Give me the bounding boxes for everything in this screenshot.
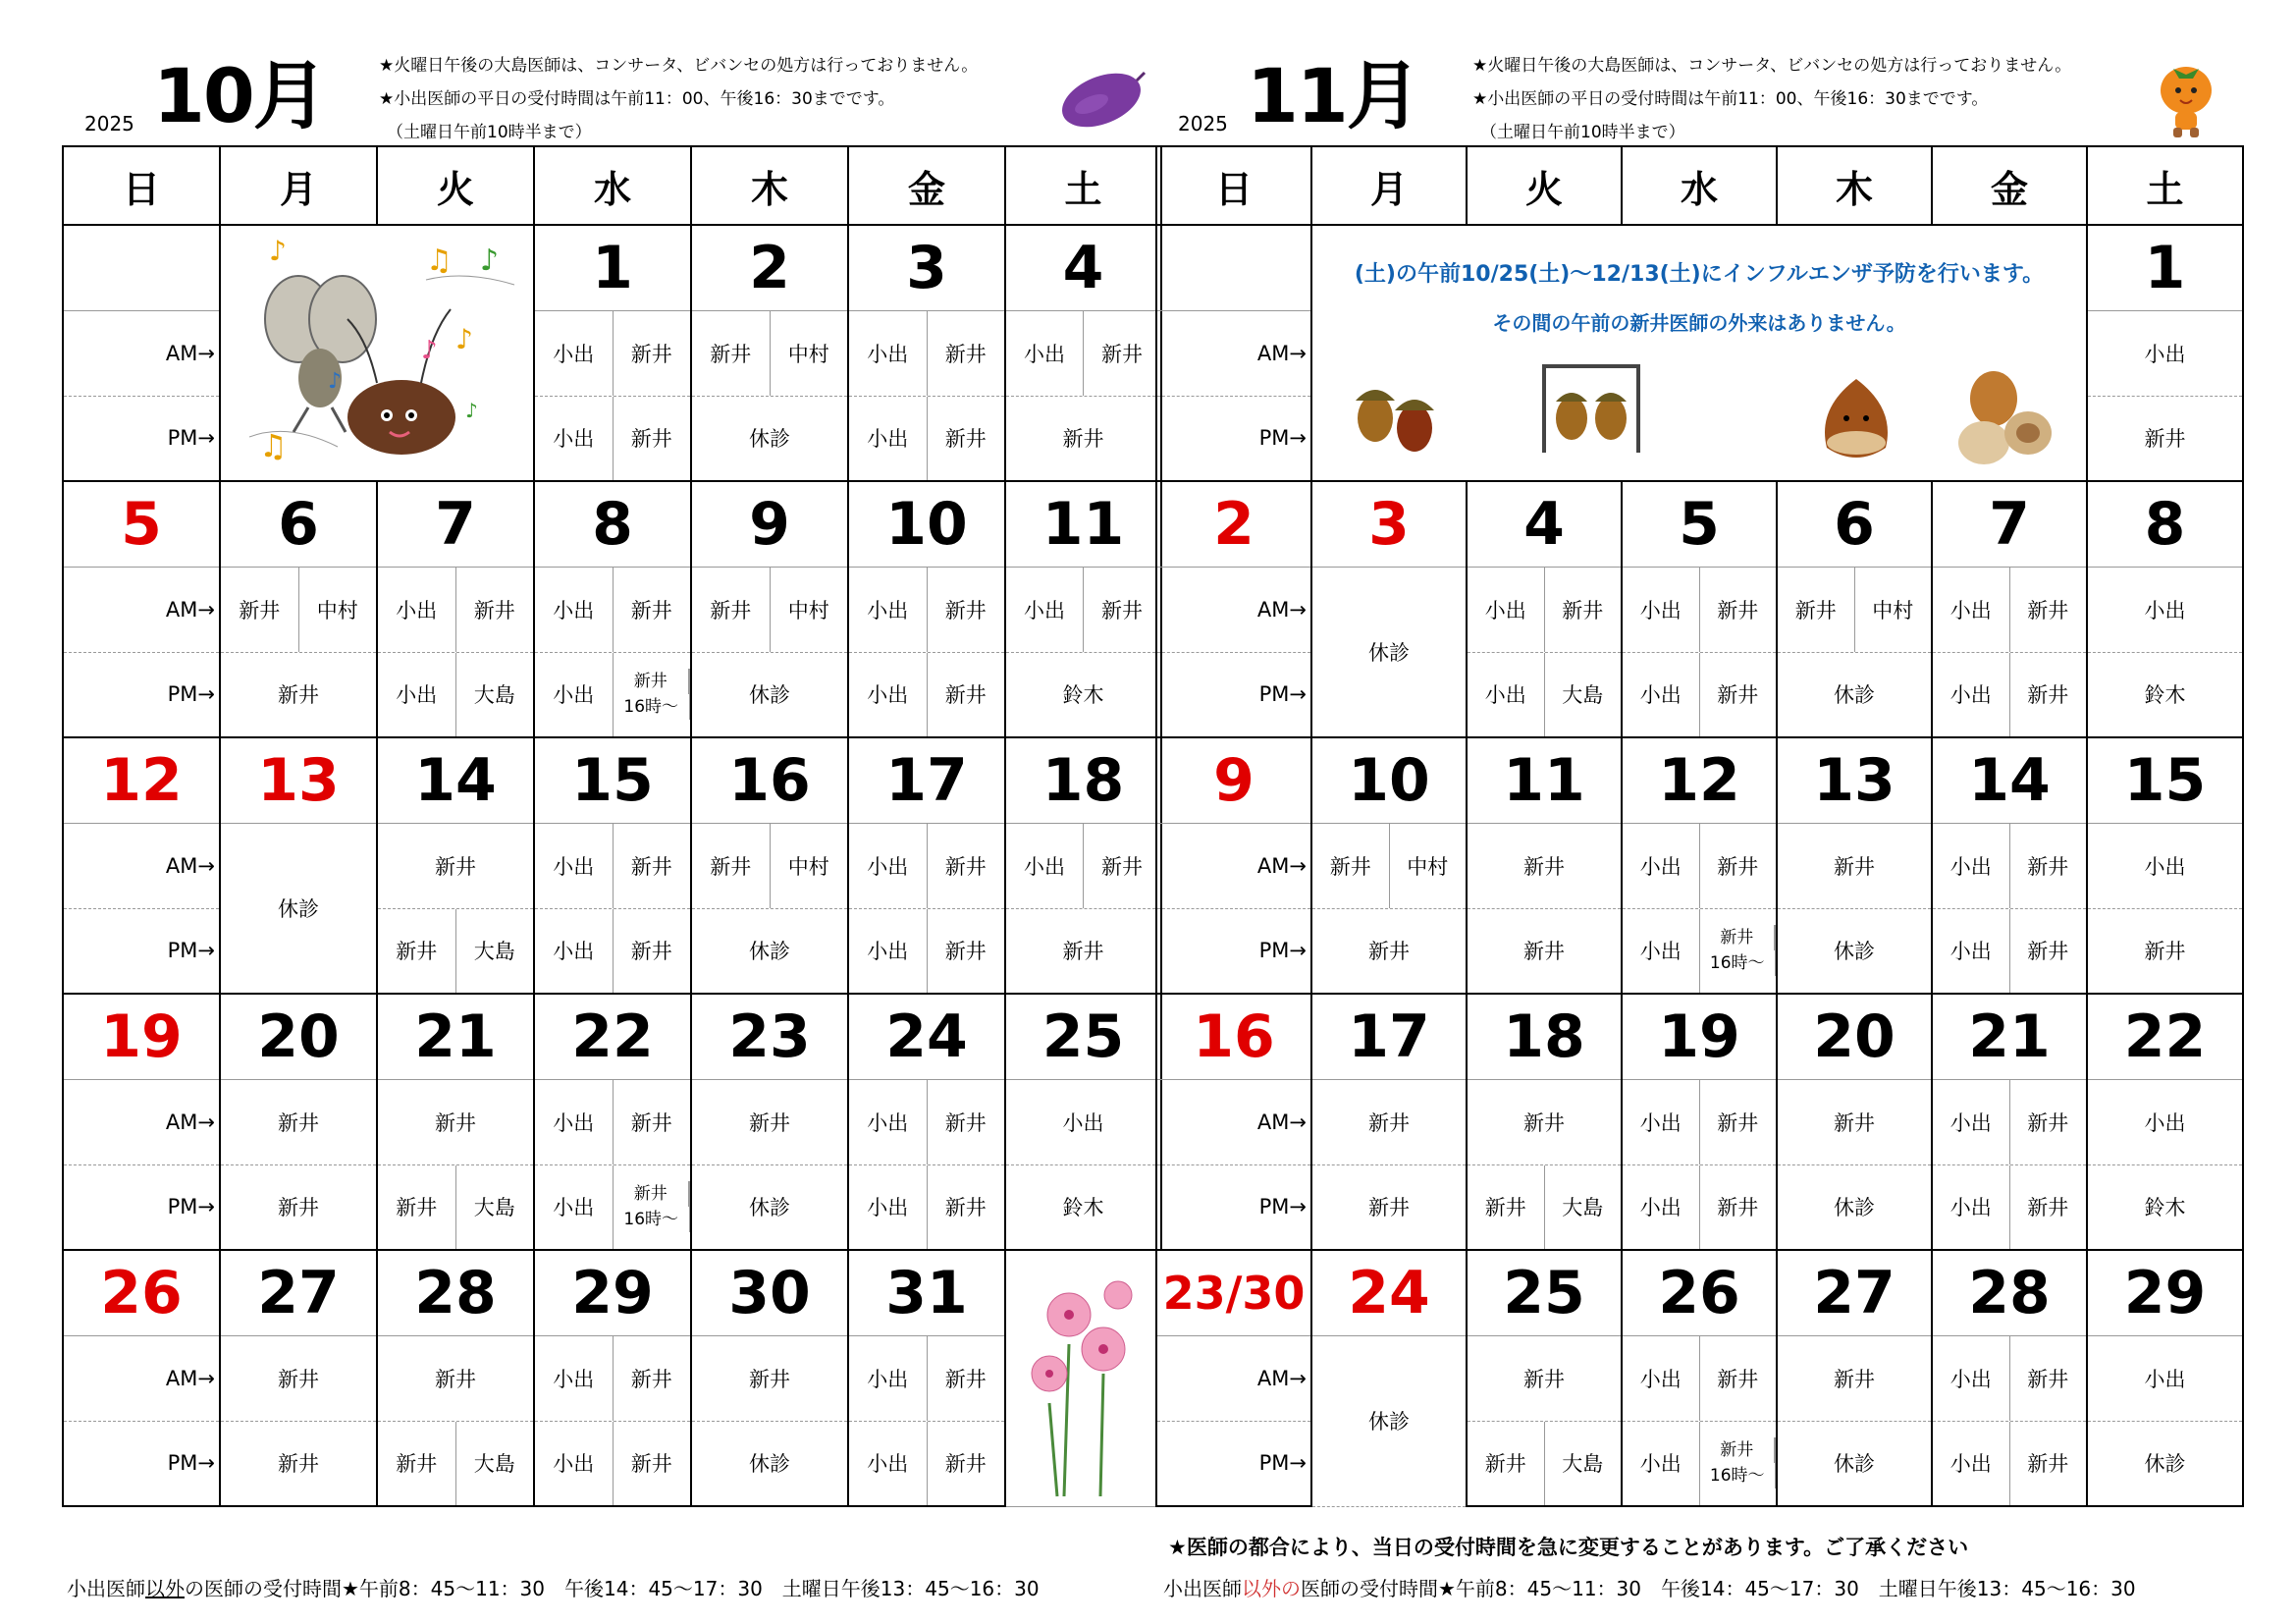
nov-13-am: 新井 [1777, 823, 1932, 908]
influenza-notice [1312, 257, 2086, 336]
svg-text:♪: ♪ [480, 243, 500, 278]
oct-date-29: 29 [534, 1250, 691, 1335]
nov-date-25: 25 [1467, 1250, 1622, 1335]
pm-label: PM→ [1156, 652, 1311, 737]
oct-27-pm: 新井 [220, 1421, 377, 1506]
nov-empty-date [1156, 225, 1311, 310]
nov-10-am: 新井 中村 [1311, 823, 1467, 908]
nov-17-pm: 新井 [1311, 1164, 1467, 1250]
nov-21-am: 小出 新井 [1932, 1079, 2087, 1164]
oct-cricket-illustration-cell [220, 225, 534, 481]
nov-date-24: 24 [1311, 1250, 1467, 1335]
oct-weekday-wed: 水 [534, 146, 691, 225]
am-label: AM→ [63, 310, 220, 396]
nov-18-am: 新井 [1467, 1079, 1622, 1164]
nov-weekday-sat: 土 [2087, 146, 2243, 225]
nov-note-3: （土曜日午前10時半まで） [1480, 123, 1685, 142]
nov-date-5: 5 [1622, 481, 1777, 567]
nov-12-pm: 小出 新井 16時～ [1622, 908, 1777, 994]
nov-11-pm: 新井 [1467, 908, 1622, 994]
nov-date-23-30: 23/30 [1156, 1250, 1311, 1335]
oct-date-30: 30 [691, 1250, 848, 1335]
nov-28-pm: 小出 新井 [1932, 1421, 2087, 1506]
oct-date-10: 10 [848, 481, 1005, 567]
oct-25-am: 小出 [1005, 1079, 1161, 1164]
nov-weekday-tue: 火 [1467, 146, 1622, 225]
nov-3-closed: 休診 [1311, 567, 1467, 737]
oct-date-26: 26 [63, 1250, 220, 1335]
oct-month-title: 10月 [153, 52, 326, 139]
oct-date-11: 11 [1005, 481, 1161, 567]
nov-date-29: 29 [2087, 1250, 2243, 1335]
nov-date-27: 27 [1777, 1250, 1932, 1335]
oct-31-pm: 小出 新井 [848, 1421, 1005, 1506]
oct-date-22: 22 [534, 994, 691, 1079]
oct-date-5: 5 [63, 481, 220, 567]
oct-footer-underline: 以外 [145, 1577, 185, 1600]
nov-date-16: 16 [1156, 994, 1311, 1079]
oct-16-am: 新井 中村 [691, 823, 848, 908]
oct-date-8: 8 [534, 481, 691, 567]
oct-13-closed: 休診 [220, 823, 377, 994]
oct-10-pm: 小出 新井 [848, 652, 1005, 737]
oct-date-20: 20 [220, 994, 377, 1079]
nov-18-pm: 新井 大島 [1467, 1164, 1622, 1250]
pm-label: PM→ [63, 396, 220, 481]
oct-date-16: 16 [691, 737, 848, 823]
nov-year: 2025 [1178, 112, 1228, 135]
am-label: AM→ [1156, 1079, 1311, 1164]
pink-flower-illustration [1010, 1256, 1157, 1501]
nov-date-2: 2 [1156, 481, 1311, 567]
oct-date-12: 12 [63, 737, 220, 823]
pm-label: PM→ [63, 908, 220, 994]
oct-date-3: 3 [848, 225, 1005, 310]
november-calendar [1155, 145, 2244, 1507]
oct-20-pm: 新井 [220, 1164, 377, 1250]
oct-4-am: 小出 新井 [1005, 310, 1161, 396]
nov-21-pm: 小出 新井 [1932, 1164, 2087, 1250]
nov-5-pm: 小出 新井 [1622, 652, 1777, 737]
oct-6-am: 新井 中村 [220, 567, 377, 652]
nov-weekday-sun: 日 [1156, 146, 1311, 225]
nov-1-pm: 新井 [2087, 396, 2243, 481]
oct-11-pm: 鈴木 [1005, 652, 1161, 737]
acorn-chestnut-illustration [1326, 350, 2072, 477]
nov-date-28: 28 [1932, 1250, 2087, 1335]
oct-23-am: 新井 [691, 1079, 848, 1164]
oct-note-1: ★火曜日午後の大島医師は、コンサータ、ビバンセの処方は行っておりません。 [379, 56, 979, 76]
oct-empty-date [63, 225, 220, 310]
oct-date-27: 27 [220, 1250, 377, 1335]
oct-date-7: 7 [377, 481, 534, 567]
am-label: AM→ [1156, 823, 1311, 908]
oct-31-am: 小出 新井 [848, 1335, 1005, 1421]
svg-text:♪: ♪ [421, 335, 438, 365]
oct-weekday-fri: 金 [848, 146, 1005, 225]
nov-note-1: ★火曜日午後の大島医師は、コンサータ、ビバンセの処方は行っておりません。 [1472, 56, 2072, 76]
oct-1-pm: 小出 新井 [534, 396, 691, 481]
nov-date-17: 17 [1311, 994, 1467, 1079]
nov-6-am: 新井 中村 [1777, 567, 1932, 652]
oct-date-31: 31 [848, 1250, 1005, 1335]
persimmon-mascot-illustration [2152, 55, 2220, 139]
oct-2-pm: 休診 [691, 396, 848, 481]
cricket-music-illustration [230, 231, 524, 476]
oct-weekday-sun: 日 [63, 146, 220, 225]
nov-date-3: 3 [1311, 481, 1467, 567]
oct-20-am: 新井 [220, 1079, 377, 1164]
nov-27-am: 新井 [1777, 1335, 1932, 1421]
oct-28-pm: 新井 大島 [377, 1421, 534, 1506]
oct-21-am: 新井 [377, 1079, 534, 1164]
oct-note-3: （土曜日午前10時半まで） [387, 123, 592, 142]
am-label: AM→ [63, 1335, 220, 1421]
svg-text:♪: ♪ [455, 322, 473, 355]
nov-20-am: 新井 [1777, 1079, 1932, 1164]
nov-weekday-thu: 木 [1777, 146, 1932, 225]
oct-3-am: 小出 新井 [848, 310, 1005, 396]
oct-note-2: ★小出医師の平日の受付時間は午前11：00、午後16：30までです。 [379, 89, 895, 109]
nov-month-title: 11月 [1247, 52, 1419, 139]
oct-date-21: 21 [377, 994, 534, 1079]
nov-14-pm: 小出 新井 [1932, 908, 2087, 994]
oct-24-pm: 小出 新井 [848, 1164, 1005, 1250]
am-label: AM→ [63, 1079, 220, 1164]
nov-date-22: 22 [2087, 994, 2243, 1079]
nov-date-12: 12 [1622, 737, 1777, 823]
nov-24-closed: 休診 [1311, 1335, 1467, 1506]
oct-6-pm: 新井 [220, 652, 377, 737]
svg-text:♫: ♫ [426, 243, 453, 278]
oct-25-pm: 鈴木 [1005, 1164, 1161, 1250]
pm-label: PM→ [1156, 1421, 1311, 1506]
oct-year: 2025 [84, 112, 134, 135]
oct-footer-post: の医師の受付時間★午前8：45～11：30 午後14：45～17：30 土曜日午後13：45～16：30 [185, 1577, 1040, 1600]
pm-label: PM→ [1156, 396, 1311, 481]
oct-21-pm: 新井 大島 [377, 1164, 534, 1250]
oct-flower-illustration-cell [1005, 1250, 1161, 1506]
nov-date-11: 11 [1467, 737, 1622, 823]
oct-8-am: 小出 新井 [534, 567, 691, 652]
oct-14-pm: 新井 大島 [377, 908, 534, 994]
am-label: AM→ [1156, 567, 1311, 652]
oct-footer-hours [67, 1573, 1040, 1601]
oct-3-pm: 小出 新井 [848, 396, 1005, 481]
nov-13-pm: 休診 [1777, 908, 1932, 994]
nov-date-26: 26 [1622, 1250, 1777, 1335]
nov-8-am: 小出 [2087, 567, 2243, 652]
oct-24-am: 小出 新井 [848, 1079, 1005, 1164]
oct-29-pm: 小出 新井 [534, 1421, 691, 1506]
svg-text:♪: ♪ [328, 368, 343, 394]
nov-19-am: 小出 新井 [1622, 1079, 1777, 1164]
oct-date-23: 23 [691, 994, 848, 1079]
nov-weekday-mon: 月 [1311, 146, 1467, 225]
oct-2-am: 新井 中村 [691, 310, 848, 396]
am-label: AM→ [1156, 1335, 1311, 1421]
nov-date-8: 8 [2087, 481, 2243, 567]
oct-29-am: 小出 新井 [534, 1335, 691, 1421]
oct-date-13: 13 [220, 737, 377, 823]
oct-date-25: 25 [1005, 994, 1161, 1079]
nov-date-15: 15 [2087, 737, 2243, 823]
nov-6-pm: 休診 [1777, 652, 1932, 737]
oct-28-am: 新井 [377, 1335, 534, 1421]
nov-26-am: 小出 新井 [1622, 1335, 1777, 1421]
nov-date-20: 20 [1777, 994, 1932, 1079]
am-label: AM→ [63, 823, 220, 908]
oct-11-am: 小出 新井 [1005, 567, 1161, 652]
nov-28-am: 小出 新井 [1932, 1335, 2087, 1421]
oct-30-pm: 休診 [691, 1421, 848, 1506]
nov-15-am: 小出 [2087, 823, 2243, 908]
schedule-change-warning: ★医師の都合により、当日の受付時間を急に変更することがあります。ご了承ください [1168, 1536, 1969, 1559]
nov-date-1: 1 [2087, 225, 2243, 310]
nov-footer-hours [1163, 1573, 2136, 1601]
nov-date-13: 13 [1777, 737, 1932, 823]
oct-8-pm: 小出 新井 16時～ [534, 652, 691, 737]
nov-footer-red: 以外の [1242, 1577, 1301, 1600]
nov-5-am: 小出 新井 [1622, 567, 1777, 652]
nov-29-am: 小出 [2087, 1335, 2243, 1421]
oct-15-pm: 小出 新井 [534, 908, 691, 994]
oct-17-am: 小出 新井 [848, 823, 1005, 908]
nov-25-am: 新井 [1467, 1335, 1622, 1421]
oct-10-am: 小出 新井 [848, 567, 1005, 652]
oct-date-15: 15 [534, 737, 691, 823]
nov-date-19: 19 [1622, 994, 1777, 1079]
nov-date-7: 7 [1932, 481, 2087, 567]
am-label: AM→ [1156, 310, 1311, 396]
nov-weekday-wed: 水 [1622, 146, 1777, 225]
oct-date-28: 28 [377, 1250, 534, 1335]
nov-date-21: 21 [1932, 994, 2087, 1079]
nov-4-am: 小出 新井 [1467, 567, 1622, 652]
oct-date-19: 19 [63, 994, 220, 1079]
oct-date-6: 6 [220, 481, 377, 567]
oct-7-am: 小出 新井 [377, 567, 534, 652]
oct-17-pm: 小出 新井 [848, 908, 1005, 994]
nov-17-am: 新井 [1311, 1079, 1467, 1164]
nov-22-am: 小出 [2087, 1079, 2243, 1164]
nov-date-9: 9 [1156, 737, 1311, 823]
nov-22-pm: 鈴木 [2087, 1164, 2243, 1250]
nov-date-14: 14 [1932, 737, 2087, 823]
oct-15-am: 小出 新井 [534, 823, 691, 908]
nov-4-pm: 小出 大島 [1467, 652, 1622, 737]
nov-note-2: ★小出医師の平日の受付時間は午前11：00、午後16：30までです。 [1472, 89, 1989, 109]
oct-date-4: 4 [1005, 225, 1161, 310]
nov-11-am: 新井 [1467, 823, 1622, 908]
nov-date-18: 18 [1467, 994, 1622, 1079]
am-label: AM→ [63, 567, 220, 652]
oct-date-14: 14 [377, 737, 534, 823]
notice-line-1: (土)の午前10/25(土)～12/13(土)にインフルエンザ予防を行います。 [1354, 262, 2045, 287]
oct-footer-pre: 小出医師 [67, 1577, 145, 1600]
oct-date-2: 2 [691, 225, 848, 310]
oct-9-pm: 休診 [691, 652, 848, 737]
nov-date-10: 10 [1311, 737, 1467, 823]
oct-date-17: 17 [848, 737, 1005, 823]
svg-text:♪: ♪ [269, 234, 287, 267]
nov-27-pm: 休診 [1777, 1421, 1932, 1506]
oct-weekday-thu: 木 [691, 146, 848, 225]
nov-29-pm: 休診 [2087, 1421, 2243, 1506]
notice-line-2: その間の午前の新井医師の外来はありません。 [1492, 311, 1906, 335]
pm-label: PM→ [63, 1421, 220, 1506]
oct-14-am: 新井 [377, 823, 534, 908]
oct-4-pm: 新井 [1005, 396, 1161, 481]
oct-30-am: 新井 [691, 1335, 848, 1421]
oct-7-pm: 小出 大島 [377, 652, 534, 737]
nov-10-pm: 新井 [1311, 908, 1467, 994]
oct-weekday-mon: 月 [220, 146, 377, 225]
pm-label: PM→ [63, 1164, 220, 1250]
oct-23-pm: 休診 [691, 1164, 848, 1250]
oct-weekday-sat: 土 [1005, 146, 1161, 225]
oct-date-18: 18 [1005, 737, 1161, 823]
nov-notes [1472, 49, 2071, 149]
nov-15-pm: 新井 [2087, 908, 2243, 994]
nov-19-pm: 小出 新井 [1622, 1164, 1777, 1250]
nov-footer-pre: 小出医師 [1163, 1577, 1242, 1600]
nov-25-pm: 新井 大島 [1467, 1421, 1622, 1506]
oct-1-am: 小出 新井 [534, 310, 691, 396]
oct-18-pm: 新井 [1005, 908, 1161, 994]
nov-date-4: 4 [1467, 481, 1622, 567]
nov-12-am: 小出 新井 [1622, 823, 1777, 908]
october-calendar [62, 145, 1162, 1507]
nov-8-pm: 鈴木 [2087, 652, 2243, 737]
sweet-potato-illustration [1056, 65, 1147, 134]
svg-text:♪: ♪ [465, 398, 478, 422]
nov-date-6: 6 [1777, 481, 1932, 567]
oct-18-am: 小出 新井 [1005, 823, 1161, 908]
svg-text:♫: ♫ [259, 426, 288, 464]
oct-date-9: 9 [691, 481, 848, 567]
oct-weekday-tue: 火 [377, 146, 534, 225]
nov-20-pm: 休診 [1777, 1164, 1932, 1250]
nov-1-am: 小出 [2087, 310, 2243, 396]
oct-27-am: 新井 [220, 1335, 377, 1421]
oct-date-1: 1 [534, 225, 691, 310]
oct-16-pm: 休診 [691, 908, 848, 994]
nov-7-am: 小出 新井 [1932, 567, 2087, 652]
nov-7-pm: 小出 新井 [1932, 652, 2087, 737]
pm-label: PM→ [1156, 908, 1311, 994]
nov-26-pm: 小出 新井 16時～ [1622, 1421, 1777, 1506]
oct-22-am: 小出 新井 [534, 1079, 691, 1164]
oct-22-pm: 小出 新井 16時～ [534, 1164, 691, 1250]
pm-label: PM→ [63, 652, 220, 737]
pm-label: PM→ [1156, 1164, 1311, 1250]
nov-weekday-fri: 金 [1932, 146, 2087, 225]
oct-9-am: 新井 中村 [691, 567, 848, 652]
nov-notice-cell [1311, 225, 2087, 481]
nov-14-am: 小出 新井 [1932, 823, 2087, 908]
oct-date-24: 24 [848, 994, 1005, 1079]
oct-notes [379, 49, 978, 149]
nov-footer-post: 医師の受付時間★午前8：45～11：30 午後14：45～17：30 土曜日午後13：45～16：30 [1301, 1577, 2136, 1600]
